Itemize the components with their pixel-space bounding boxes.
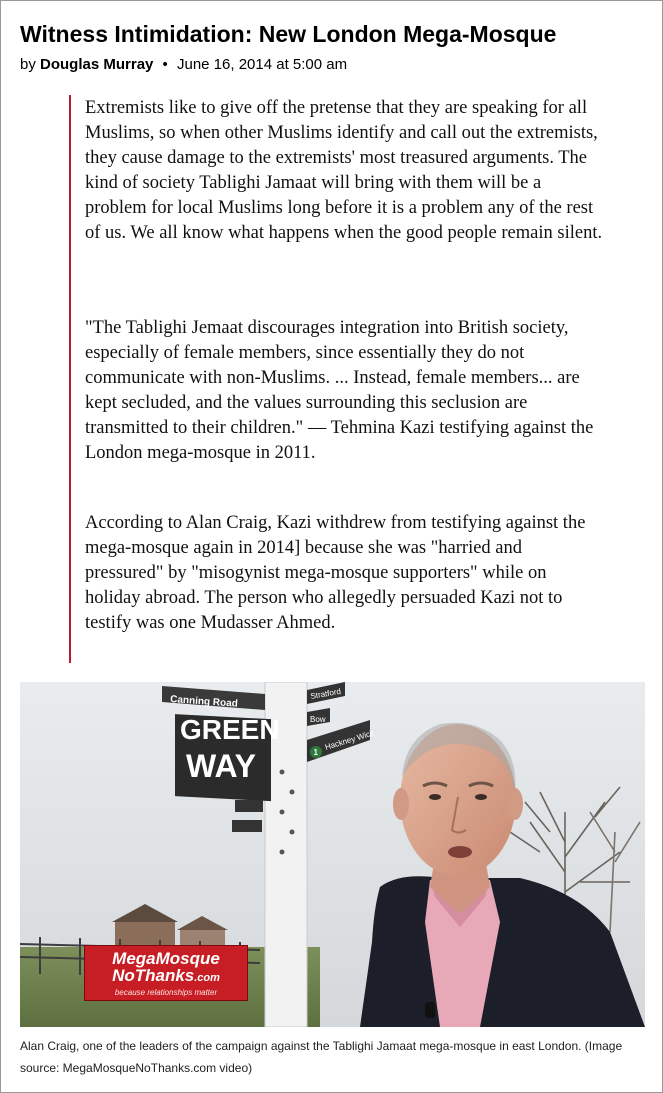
logo-line-1: MegaMosque [112,949,220,968]
quote-paragraph-2: "The Tablighi Jemaat discourages integration into British society, especially of female members, since essentially they do not communicate with non-Muslims. ... Instead, female members... are kept secluded, and the values surrounding this seclusion are transmitted to their children." — Tehmina Kazi testifying against the London mega-mosque in 2011. [85,318,594,463]
sign-bow-text: Bow [310,715,326,724]
megamosque-logo [84,945,248,1001]
photo-caption: Alan Craig, one of the leaders of the campaign against the Tablighi Jamaat mega-mosque in east London. (Image source: MegaMosqueNoThanks.com video) [20,1039,623,1075]
byline-prefix: by [20,56,36,73]
lapel-microphone [425,1002,435,1018]
sign-hackney-text: Hackney Wick [323,728,376,752]
publish-date: June 16, 2014 at 5:00 am [176,56,348,73]
block-quote [69,95,609,663]
man-ear-left [393,788,409,820]
greenway-text-2: WAY [186,748,256,784]
quote-paragraph-1: Extremists like to give off the pretense that they are speaking for all Muslims, so when other Muslims identify and call out the extremists, they cause damage to the extremists' most treasured arguments. The kind of society Tablighi Jamaat will bring with them will be a problem for local Muslims long before it is a problem any of the rest of us. We all know what happens when the good people remain silent. [85,98,603,243]
sign-stratford-text: Stratford [309,686,342,701]
logo-tagline: because relationships matter [114,988,218,997]
article-title: Witness Intimidation: New London Mega-Mosque [20,21,557,47]
route-badge-text: 1 [313,748,318,757]
canning-road-text: Canning Road [169,694,239,710]
byline [20,55,650,75]
man-mouth [448,846,472,858]
eye-right [475,794,487,800]
man-ear-right [507,788,523,820]
eye-left [429,794,441,800]
logo-line-2-main: NoThanks [112,966,195,985]
logo-line-2 [85,967,247,987]
quote-paragraph-3: According to Alan Craig, Kazi withdrew from testifying against the mega-mosque again in 2014] because she was "harried and pressured" by "misogynist mega-mosque supporters" while on holiday abroad. The person who allegedly persuaded Kazi not to testify was one Mudasser Ahmed. [85,513,586,633]
greenway-text-1: GREEN [180,714,280,745]
byline-bullet: • [162,56,168,73]
article-photo [20,682,645,1027]
logo-line-2-suffix: .com [194,972,220,984]
author-link[interactable]: Douglas Murray [40,56,154,73]
greenway-sign [175,714,280,801]
